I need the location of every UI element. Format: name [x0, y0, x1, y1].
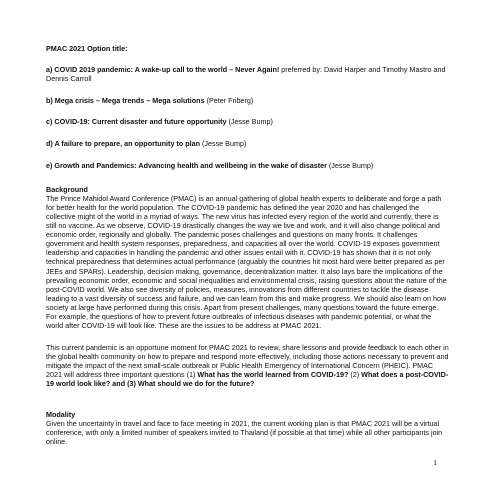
document-title: PMAC 2021 Option title: [46, 44, 128, 53]
option-c [46, 117, 449, 126]
questions-2-3: What does a post-COVID-19 world look like? and (3) What should we do for the future? [46, 369, 449, 389]
option-a-preferred-by: preferred by: David Harper and Timothy Mastro and Dennis Carroll [46, 65, 446, 84]
modality-paragraph: Given the uncertainty in travel and face to face meeting in 2021, the current working plan is that PMAC 2021 will be a virtual conference, with only a limited number of speakers invited to Thailand (if possible at that time) while all other participants join online. [46, 419, 443, 447]
option-d [46, 139, 449, 148]
page-number: 1 [433, 458, 437, 467]
option-b-title: b) Mega crisis – Mega trends – Mega solutions [46, 95, 205, 105]
background-heading: Background [46, 184, 88, 194]
question-1: What has the world learned from COVID-19? [197, 369, 349, 379]
background-paragraph-1: The Prince Mahidol Award Conference (PMAC) is an annual gathering of global health experts to deliberate and forge a path for better health for the world population. The COVID-19 pandemic has defined the year 2020 and has challenged the collective might of the world in a myriad of ways. The new virus has infected every region of the world and currently, there is still no vaccine. As we observe, COVID-19 drastically changes the way we live and work, and it will also change political and economic order, regionally and globally. The pandemic poses challenges and questions on many fronts. It challenges government and health system responses, preparedness, and capacities all over the world. COVID-19 exposes government leadership and capacities in handling the pandemic and other issues entail with it. COVID-19 has shown that it is not only technical preparedness that determines actual performance (arguably the countries hit most hard were better prepared as per JEEs and SPARs). Leadership, decision making, governance, decentralization matter. It also lays bare the implications of the prevailing economic order, economic and social inequalities and environmental crisis, raising questions about the nature of the post-COVID world. We also see diversity of policies, measures, innovations from different countries to tackle the disease leading to a vast diversity of success and failure, and we can learn from this and make progress. We should also learn on how society at large have performed during this crisis. Apart from present challenges, many questions toward the future emerge. For example, the questions of how to prevent future outbreaks of infectious diseases with pandemic potential, or what the world after COVID-19 will look like. These are the issues to be address at PMAC 2021. [46, 193, 447, 331]
paragraph-2-text-2: (2) [348, 369, 362, 379]
option-e-author: (Jesse Bump) [326, 160, 374, 170]
option-a [46, 65, 449, 83]
paragraph-2-text-1: This current pandemic is an opportune moment for PMAC 2021 to review, share lessons and provide feedback to each other in the global health community on how to prepare and respond more effectively, including those actions necessary to prevent and mitigate the impact of the next small-scale outbreak or Public Health Emergency of International Concern (PHEIC). PMAC 2021 will address three important questions (1) [46, 342, 449, 379]
option-a-title: a) COVID 2019 pandemic: A wake-up call to the world – Never Again! [46, 65, 280, 75]
option-e [46, 161, 449, 170]
option-c-author: (Jesse Bump) [226, 117, 273, 127]
modality-heading: Modality [46, 410, 76, 420]
option-c-title: c) COVID-19: Current disaster and future opportunity [46, 117, 227, 127]
option-d-author: (Jesse Bump) [200, 138, 247, 148]
option-b [46, 96, 449, 105]
option-e-title: e) Growth and Pandemics: Advancing health and wellbeing in the wake of disaster [46, 160, 327, 170]
option-b-author: (Peter Friberg) [204, 95, 254, 105]
option-d-title: d) A failure to prepare, an opportunity to plan [46, 138, 201, 148]
background-paragraph-2 [46, 343, 449, 388]
